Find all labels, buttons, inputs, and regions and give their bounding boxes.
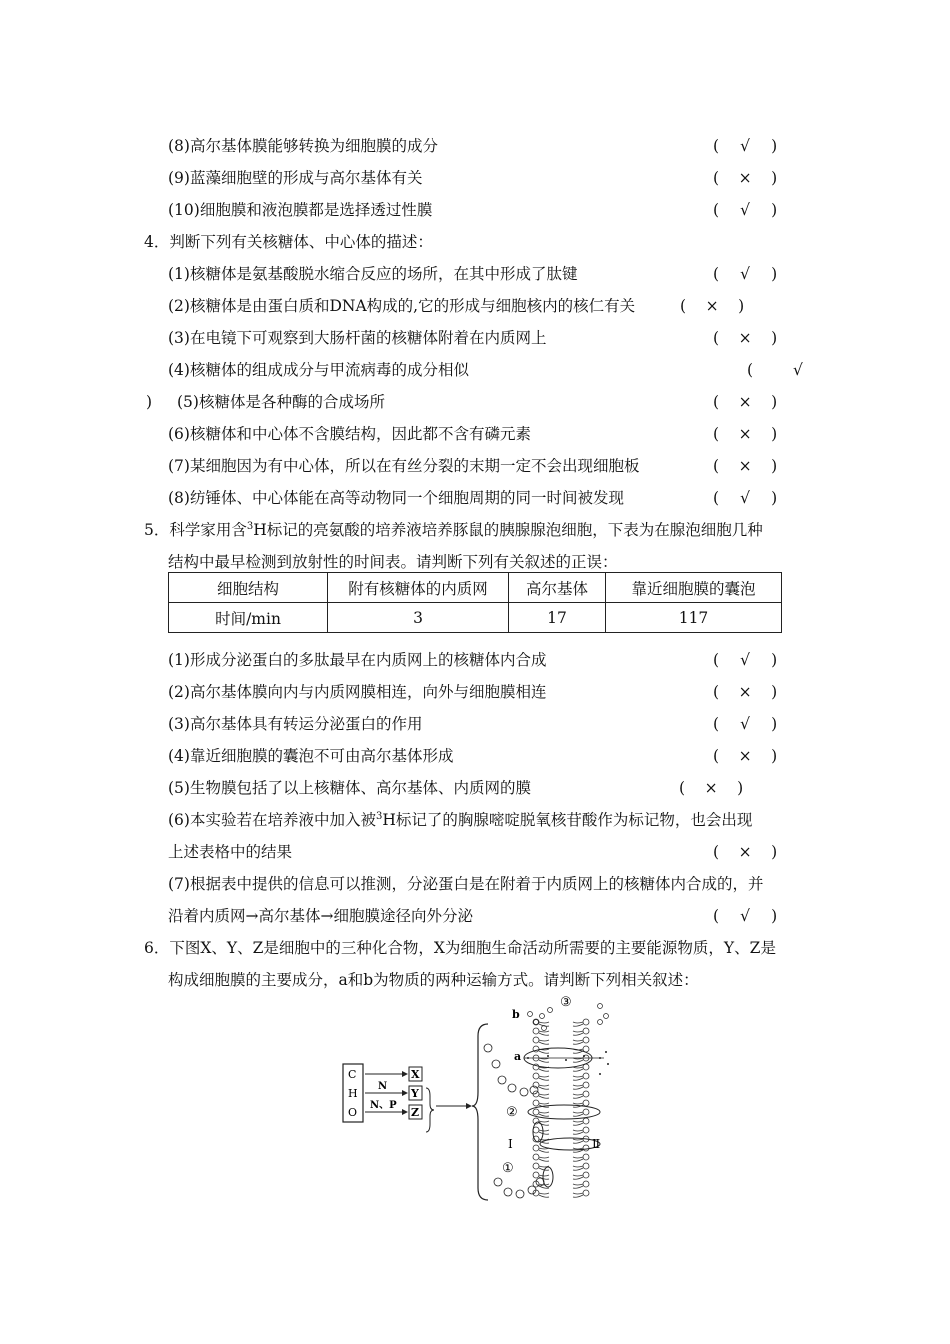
answer-mark: ( × ) xyxy=(713,393,778,411)
text-line xyxy=(0,710,950,738)
text-line xyxy=(0,324,950,352)
label-1: ① xyxy=(502,1161,514,1176)
text-line xyxy=(0,228,950,256)
line-text: (1)核糖体是氨基酸脱水缩合反应的场所，在其中形成了肽键 xyxy=(168,265,578,283)
table-cell: 3 xyxy=(328,603,509,633)
text-line xyxy=(0,132,950,160)
text-line xyxy=(0,742,950,770)
text-line xyxy=(0,774,950,802)
line-text: (4)靠近细胞膜的囊泡不可由高尔基体形成 xyxy=(168,747,454,765)
membrane-diagram xyxy=(338,992,638,1212)
transmembrane-protein xyxy=(540,1138,600,1150)
line-text: (3)在电镜下可观察到大肠杆菌的核糖体附着在内质网上 xyxy=(168,329,547,347)
text-line xyxy=(0,838,950,866)
line-text: 上述表格中的结果 xyxy=(168,843,293,861)
element-c: C xyxy=(348,1068,357,1081)
line-text: (8)纺锤体、中心体能在高等动物同一个细胞周期的同一时间被发现 xyxy=(168,489,624,507)
compound-x: X xyxy=(411,1068,420,1081)
dots xyxy=(527,1051,609,1075)
line-text: 沿着内质网→高尔基体→细胞膜途径向外分泌 xyxy=(168,907,473,925)
label-2: ② xyxy=(506,1105,518,1120)
table-cell: 靠近细胞膜的囊泡 xyxy=(606,573,782,603)
table-cell: 高尔基体 xyxy=(509,573,606,603)
split-mark-close: ) xyxy=(146,393,153,411)
line-text: 结构中最早检测到放射性的时间表。请判断下列有关叙述的正误： xyxy=(168,553,618,571)
text-line xyxy=(0,902,950,930)
line-text: (9)蓝藻细胞壁的形成与高尔基体有关 xyxy=(168,169,423,187)
split-mark-open: ( √ xyxy=(747,361,803,379)
small-brace xyxy=(426,1088,434,1132)
answer-mark: ( × ) xyxy=(679,779,744,797)
answer-mark: ( × ) xyxy=(713,683,778,701)
arrowhead xyxy=(402,1071,408,1077)
element-h: H xyxy=(348,1087,358,1100)
line-text: (5)核糖体是各种酶的合成场所 xyxy=(177,393,385,411)
line-text: (7)根据表中提供的信息可以推测，分泌蛋白是在附着于内质网上的核糖体内合成的，并 xyxy=(168,875,764,893)
text-line xyxy=(0,452,950,480)
text-line xyxy=(0,292,950,320)
text-line xyxy=(0,646,950,674)
answer-mark: ( × ) xyxy=(713,169,778,187)
side-label-1: Ⅰ xyxy=(508,1137,513,1151)
compound-y: Y xyxy=(411,1087,419,1100)
text-line xyxy=(0,484,950,512)
answer-mark: ( √ ) xyxy=(713,489,778,507)
text-line xyxy=(0,966,950,994)
text-line xyxy=(0,420,950,448)
line-text: (3)高尔基体具有转运分泌蛋白的作用 xyxy=(168,715,423,733)
text-line xyxy=(0,260,950,288)
phospholipid-bilayer xyxy=(533,1019,589,1197)
label-b: b xyxy=(512,1008,520,1021)
line-text: 6．下图X、Y、Z是细胞中的三种化合物，X为细胞生命活动所需要的主要能源物质，Y、Z是 xyxy=(144,939,776,957)
answer-mark: ( × ) xyxy=(713,747,778,765)
q5-item-6: (6)本实验若在培养液中加入被$^3$H标记了的胸腺嘧啶脱氧核苷酸作为标记物，也会出现 xyxy=(168,810,753,829)
line-text: (7)某细胞因为有中心体，所以在有丝分裂的末期一定不会出现细胞板 xyxy=(168,457,640,475)
text-line xyxy=(0,934,950,962)
arrow-label-n: N xyxy=(378,1081,388,1092)
table-cell: 附有核糖体的内质网 xyxy=(328,573,509,603)
table-cell: 17 xyxy=(509,603,606,633)
glycoprotein-chain xyxy=(484,1044,544,1198)
line-text: (2)高尔基体膜向内与内质网膜相连，向外与细胞膜相连 xyxy=(168,683,547,701)
arrowhead xyxy=(402,1090,408,1096)
line-text: 构成细胞膜的主要成分，a和b为物质的两种运输方式。请判断下列相关叙述： xyxy=(168,971,699,989)
line-text: (10)细胞膜和液泡膜都是选择透过性膜 xyxy=(168,201,433,219)
compound-z: Z xyxy=(411,1106,420,1119)
table-cell: 细胞结构 xyxy=(169,573,328,603)
answer-mark: ( × ) xyxy=(713,425,778,443)
table-cell: 117 xyxy=(606,603,782,633)
answer-mark: ( √ ) xyxy=(713,201,778,219)
answer-mark: ( × ) xyxy=(713,843,778,861)
line-text: (1)形成分泌蛋白的多肽最早在内质网上的核糖体内合成 xyxy=(168,651,547,669)
text-line xyxy=(0,678,950,706)
answer-mark: ( √ ) xyxy=(713,715,778,733)
answer-mark: ( √ ) xyxy=(713,907,778,925)
label-a: a xyxy=(514,1050,522,1063)
answer-mark: ( × ) xyxy=(713,457,778,475)
line-text: 4．判断下列有关核糖体、中心体的描述： xyxy=(144,233,433,251)
line-text: (4)核糖体的组成成分与甲流病毒的成分相似 xyxy=(168,361,469,379)
table-cell: 时间/min xyxy=(169,603,328,633)
line-text: (2)核糖体是由蛋白质和DNA构成的,它的形成与细胞核内的核仁有关 xyxy=(168,297,636,315)
table-header-row xyxy=(169,573,782,603)
side-label-2: Ⅱ xyxy=(592,1137,601,1151)
answer-mark: ( √ ) xyxy=(713,137,778,155)
element-o: O xyxy=(348,1106,358,1119)
line-text: (5)生物膜包括了以上核糖体、高尔基体、内质网的膜 xyxy=(168,779,531,797)
label-3: ③ xyxy=(560,995,572,1010)
question-5-intro: 5．科学家用含$^3$H标记的亮氨酸的培养液培养豚鼠的胰腺腺泡细胞，下表为在腺泡细胞几种 xyxy=(144,520,763,539)
answer-mark: ( √ ) xyxy=(713,651,778,669)
text-line xyxy=(0,164,950,192)
table-row xyxy=(169,603,782,633)
arrowhead xyxy=(402,1109,408,1115)
large-brace xyxy=(472,1024,488,1200)
answer-mark: ( × ) xyxy=(680,297,745,315)
line-text: (6)核糖体和中心体不含膜结构，因此都不含有磷元素 xyxy=(168,425,531,443)
answer-mark: ( √ ) xyxy=(713,265,778,283)
arrow-label-np: N、P xyxy=(370,1100,397,1111)
answer-mark: ( × ) xyxy=(713,329,778,347)
arrowhead xyxy=(466,1103,472,1109)
radioactivity-time-table xyxy=(168,572,782,633)
text-line xyxy=(0,196,950,224)
line-text: (8)高尔基体膜能够转换为细胞膜的成分 xyxy=(168,137,438,155)
text-line xyxy=(0,870,950,898)
